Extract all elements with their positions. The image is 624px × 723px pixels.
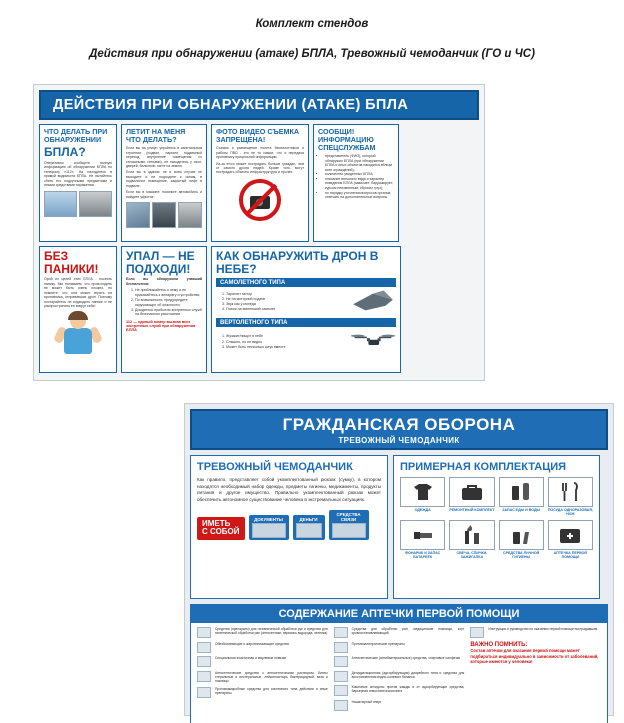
card-photo-ban-text-1: Съемка и размещение полета беспилотников и работы ПВО - это не то самое, что и передача противнику прицельной информации. xyxy=(216,146,304,160)
kit-item-label: СВЕЧА, СПИЧКИ, ЗАЖИГАЛКА xyxy=(456,551,488,560)
kit-item xyxy=(548,520,593,559)
panel-kit-contents xyxy=(393,455,600,599)
stand-uav-actions xyxy=(33,84,485,381)
aid-text: Специальная эластичная и марлевые повязки xyxy=(215,656,287,660)
badge-have-line2: С СОБОЙ xyxy=(202,527,240,537)
list-item: • представитель (ФИО), который обнаружил БПЛА (при обнаружении БПЛА и иных объектов накодится вблизи всех ограждений); xyxy=(325,154,394,172)
card-what-to-do-text: Оперативно сообщите полную информацию об обнаружении БПЛА по телефону «112». На находитесь в прямой видимости БПЛА. Не пытайтесь сбить его подручными предметами и иными средствами поражения. xyxy=(44,160,112,188)
painkiller-icon xyxy=(197,642,211,653)
badge-documents xyxy=(249,515,289,540)
first-aid-column-3 xyxy=(470,627,601,714)
hygiene-icon xyxy=(499,520,544,550)
badge-documents-label: ДОКУМЕНТЫ xyxy=(254,516,283,522)
aid-text: Дегидратационная (адсорбирующая) диарейного типа и средства для восстановления водно-солевого баланса xyxy=(351,670,465,679)
card-no-panic xyxy=(39,246,117,373)
kit-item-label: АПТЕЧКА ПЕРВОЙ ПОМОЩИ xyxy=(553,551,588,560)
panel-first-aid-contents xyxy=(190,604,608,723)
card-what-to-do-title-big: БПЛА? xyxy=(44,145,86,160)
aid-row xyxy=(197,687,328,698)
phone-icon xyxy=(332,523,366,538)
card-photo-ban xyxy=(211,124,309,242)
stand2-header-title: ГРАЖДАНСКАЯ ОБОРОНА xyxy=(282,415,516,434)
kit-item xyxy=(449,520,494,559)
stand-civil-defense xyxy=(184,403,614,716)
card-what-to-do-title-small: ЧТО ДЕЛАТЬ ПРИ ОБНАРУЖЕНИИ xyxy=(44,127,108,145)
card-flying-at-me xyxy=(121,124,207,242)
card-flying-at-me-text-3: Если вы в машине: покиньте автомобиль и найдите укрытие. xyxy=(126,190,202,199)
photo-shelter-2 xyxy=(152,202,176,228)
emergency-number-note: 112 — единый номер вызова всех экстренных служб при обнаружении БПЛА xyxy=(126,320,196,333)
antimicrobial-icon xyxy=(197,687,211,698)
kit-item-label: ПОСУДА ОДНОРАЗОВАЯ, НОЖ xyxy=(547,508,593,517)
aid-row xyxy=(334,700,465,711)
list-item: 1. Жужжит/пищит в небе xyxy=(226,334,346,339)
aid-row xyxy=(334,627,465,638)
stand1-header: ДЕЙСТВИЯ ПРИ ОБНАРУЖЕНИИ (АТАКЕ) БПЛА xyxy=(39,90,479,120)
panel-first-aid-title: СОДЕРЖАНИЕ АПТЕЧКИ ПЕРВОЙ ПОМОЩИ xyxy=(191,605,607,623)
aid-text: Противомикробные средства для системного типа действия и иные препараты xyxy=(215,686,328,696)
badge-have-with-you xyxy=(197,517,245,540)
no-photo-icon xyxy=(239,179,281,221)
list-item: 1. Не приближайтесь к нему и не прикасайтесь к аппарату и устройства; xyxy=(135,288,202,298)
card-flying-at-me-text-1: Если вы на улице: укройтесь в капитальном строении (подвал, паркинг, подземный переход, внутренние помещения со сплошными стенами); не находитесь у окон, дверей, балконов; лягте на землю. xyxy=(126,146,202,168)
stand2-top-row xyxy=(190,455,608,599)
food-water-icon xyxy=(499,477,544,507)
card-no-panic-title: БЕЗ ПАНИКИ! xyxy=(44,249,99,276)
list-item: • описание внешнего вида и характер поведения БПЛА (зависает; барражирует; курсом неизменным; сбросил груз); xyxy=(325,177,394,191)
list-item: 1. Тарахтит мотор xyxy=(226,292,346,297)
card-photo-ban-text-2: Из-за этого может пострадать больше граждан, чем от самого дрона людей. Кроме того, могут пострадать объекты инфраструктуры и прочее. xyxy=(216,161,304,175)
rehydration-icon xyxy=(334,671,348,682)
list-item: 2. Не на моторной подаче xyxy=(226,297,346,302)
card-fallen-uav-list xyxy=(126,288,202,317)
kit-item xyxy=(400,520,445,559)
card-report-services xyxy=(313,124,399,242)
kit-item-label: ЗАПАС ЕДЫ И ВОДЫ xyxy=(502,508,541,512)
card-what-to-do-photos xyxy=(44,191,112,217)
badge-communication xyxy=(329,510,369,540)
aid-row xyxy=(470,627,601,638)
panel-emergency-bag xyxy=(190,455,388,599)
first-aid-columns xyxy=(191,623,607,714)
kit-item-label: ФОНАРИК И ЗАПАС БАТАРЕЕК xyxy=(404,551,441,560)
card-report-services-list xyxy=(318,154,394,199)
kit-item xyxy=(499,520,544,559)
detect-plane-list xyxy=(216,292,346,313)
aid-row xyxy=(197,671,328,684)
must-have-badges xyxy=(197,510,381,540)
first-aid-column-1 xyxy=(197,627,328,714)
aid-row xyxy=(197,642,328,653)
aid-row xyxy=(334,656,465,667)
photo-uav-grey xyxy=(79,191,112,217)
detect-heli-list xyxy=(216,334,346,350)
aid-row xyxy=(334,642,465,653)
aid-text: Антисептические (антибактериальные) средства, спиртовые салфетки xyxy=(351,656,461,660)
quadcopter-drone-icon xyxy=(350,329,396,355)
stand1-bottom-row xyxy=(39,246,479,373)
list-item: 2. По возможности, предупредите окружающих об опасности; xyxy=(135,298,202,308)
card-flying-at-me-text-2: Если вы в здании: не в коем случае не выходите и не подходите к окнам, в подвальное помещение, закрытый лифт в подвале. xyxy=(126,170,202,188)
card-fallen-uav-title: УПАЛ — НЕ ПОДХОДИ! xyxy=(126,249,195,276)
kit-item xyxy=(449,477,494,516)
list-item: 3. Может быть несколько штук вместе xyxy=(226,345,346,350)
kit-item xyxy=(499,477,544,516)
antiseptic-icon xyxy=(197,627,211,638)
photo-shelter-1 xyxy=(126,202,150,228)
list-item: • по порядку уточнения вопросов органов отвечать на дополнительные вопросы. xyxy=(325,191,394,200)
badge-have-line1: ИМЕТЬ xyxy=(202,518,231,528)
panel-emergency-bag-text: Как правило, представляет собой укомплектованный рюкзак (сумку), в котором находятся необходимый набор одежды, предметы гигиены, медикаменты, продукты питания и другое имущество. Правильно укомплектованный рюкзак может обеспечить автономное существование человека в экстремальных ситуациях. xyxy=(197,477,381,502)
aid-row xyxy=(334,685,465,696)
aid-text: Средства для обработки ран, медицинские ножницы, жгут кровоостанавливающий xyxy=(351,627,465,636)
ammonia-icon xyxy=(334,700,348,711)
photo-shelter-3 xyxy=(178,202,202,228)
panel-kit-title: ПРИМЕРНАЯ КОМПЛЕКТАЦИЯ xyxy=(400,461,567,473)
aid-text: Антисептические средства с антисептическим раствором. Бинты стерильные и нестерильные, лейкопластырь бактерицидный, вата и ножницы xyxy=(215,670,328,684)
aid-text: Кишечные антидоты против жажды и от адсорбирующие средства, барьерная гемостатическая вата xyxy=(351,685,465,694)
card-photo-ban-title: ФОТО ВИДЕО СЪЕМКА ЗАПРЕЩЕНА! xyxy=(216,127,300,145)
list-item: 2. Слышно, но не видно xyxy=(226,340,346,345)
money-icon xyxy=(296,523,322,538)
card-fallen-uav-subtitle: Если вы обнаружили упавший беспилотник: xyxy=(126,277,202,286)
wipes-icon xyxy=(334,656,348,667)
kit-item-label: РЕМОНТНЫЙ КОМПЛЕКТ xyxy=(449,508,495,512)
aid-row xyxy=(197,656,328,667)
detect-plane-header: САМОЛЕТНОГО ТИПА xyxy=(216,278,396,287)
card-detect-drone-title: КАК ОБНАРУЖИТЬ ДРОН В НЕБЕ? xyxy=(216,249,379,276)
stand1-top-row xyxy=(39,124,479,242)
clothing-icon xyxy=(400,477,445,507)
detect-plane-row xyxy=(216,289,396,315)
card-what-to-do xyxy=(39,124,117,242)
kit-item-label: СРЕДСТВА ЛИЧНОЙ ГИГИЕНЫ xyxy=(502,551,540,560)
instruction-icon xyxy=(470,627,484,638)
first-aid-column-2 xyxy=(334,627,465,714)
list-item: 3. Звук как у мопеда xyxy=(226,302,346,307)
stand2-header xyxy=(190,409,608,450)
card-detect-drone xyxy=(211,246,401,373)
badge-money xyxy=(293,515,325,540)
card-report-services-title: СООБЩИ! ИНФОРМАЦИЮ СПЕЦСЛУЖБАМ xyxy=(318,127,376,153)
stand2-header-subtitle: ТРЕВОЖНЫЙ ЧЕМОДАНЧИК xyxy=(338,436,460,445)
kit-item-label: ОДЕЖДА xyxy=(414,508,431,512)
documents-icon xyxy=(252,523,286,538)
aid-text: Противоаллергические препараты xyxy=(351,641,405,646)
scissors-icon xyxy=(334,627,348,638)
list-item: • количество увиденных БПЛА; xyxy=(325,172,394,177)
detect-heli-header: ВЕРТОЛЕТНОГО ТИПА xyxy=(216,318,396,327)
document-title: Комплект стендов xyxy=(255,18,369,30)
tableware-icon xyxy=(548,477,593,507)
aid-row xyxy=(334,671,465,682)
matches-icon xyxy=(449,520,494,550)
aid-text: Обезболивающие и жаропонижающие средства xyxy=(215,641,289,646)
antiallergy-icon xyxy=(334,642,348,653)
aid-text: Нашатырный спирт xyxy=(351,699,382,704)
person-illustration-icon xyxy=(54,311,102,357)
card-fallen-uav xyxy=(121,246,207,373)
fixed-wing-drone-icon xyxy=(350,289,396,315)
photo-uav-sky xyxy=(44,191,77,217)
document-subtitle: Действия при обнаружении (атаке) БПЛА, Тревожный чемоданчик (ГО и ЧС) xyxy=(89,48,535,60)
dressing-icon xyxy=(197,671,211,682)
card-flying-at-me-photos xyxy=(126,202,202,228)
detect-heli-row xyxy=(216,329,396,355)
kit-grid xyxy=(400,477,593,560)
card-flying-at-me-title: ЛЕТИТ НА МЕНЯ ЧТО ДЕЛАТЬ? xyxy=(126,127,186,145)
flashlight-icon xyxy=(400,520,445,550)
bandage-icon xyxy=(197,656,211,667)
toolkit-icon xyxy=(449,477,494,507)
aid-text: Средства (препараты) для гигиенической обработки рук и средства для гигиенической обработки ран (антисептики, перекись водорода, зеленка) xyxy=(215,627,328,636)
aid-text: Инструкция и руководство по оказанию первой помощи пострадавшим xyxy=(488,627,598,631)
important-note-text: Состав аптечки для оказания первой помощи может подбираться индивидуально в зависимости от заболеваний, которые имеются у человека! xyxy=(470,648,599,665)
list-item: 3. Дождитесь прибытия экстренных служб на безопасном расстоянии xyxy=(135,308,202,318)
badge-money-label: ДЕНЬГИ xyxy=(299,516,318,522)
aid-row xyxy=(197,627,328,638)
kit-item xyxy=(548,477,593,516)
card-no-panic-text: Орой их целей этих БПЛА - посеять панику. Мы понимаем, что происходить не может быть очень сложно, но помните, что она может играть на противника, отправивших дрон. Поэтому постарайтесь не подводить панике и не распространять ее вокруг себя! xyxy=(44,277,112,308)
firstaid-icon xyxy=(548,520,593,550)
panel-emergency-bag-title: ТРЕВОЖНЫЙ ЧЕМОДАНЧИК xyxy=(197,461,353,473)
list-item: 4. Похож на маленький самолет xyxy=(226,307,346,312)
important-note-title: ВАЖНО ПОМНИТЬ: xyxy=(470,642,528,648)
kit-item xyxy=(400,477,445,516)
absorbent-icon xyxy=(334,685,348,696)
badge-communication-label: СРЕДСТВА СВЯЗИ xyxy=(336,511,361,522)
